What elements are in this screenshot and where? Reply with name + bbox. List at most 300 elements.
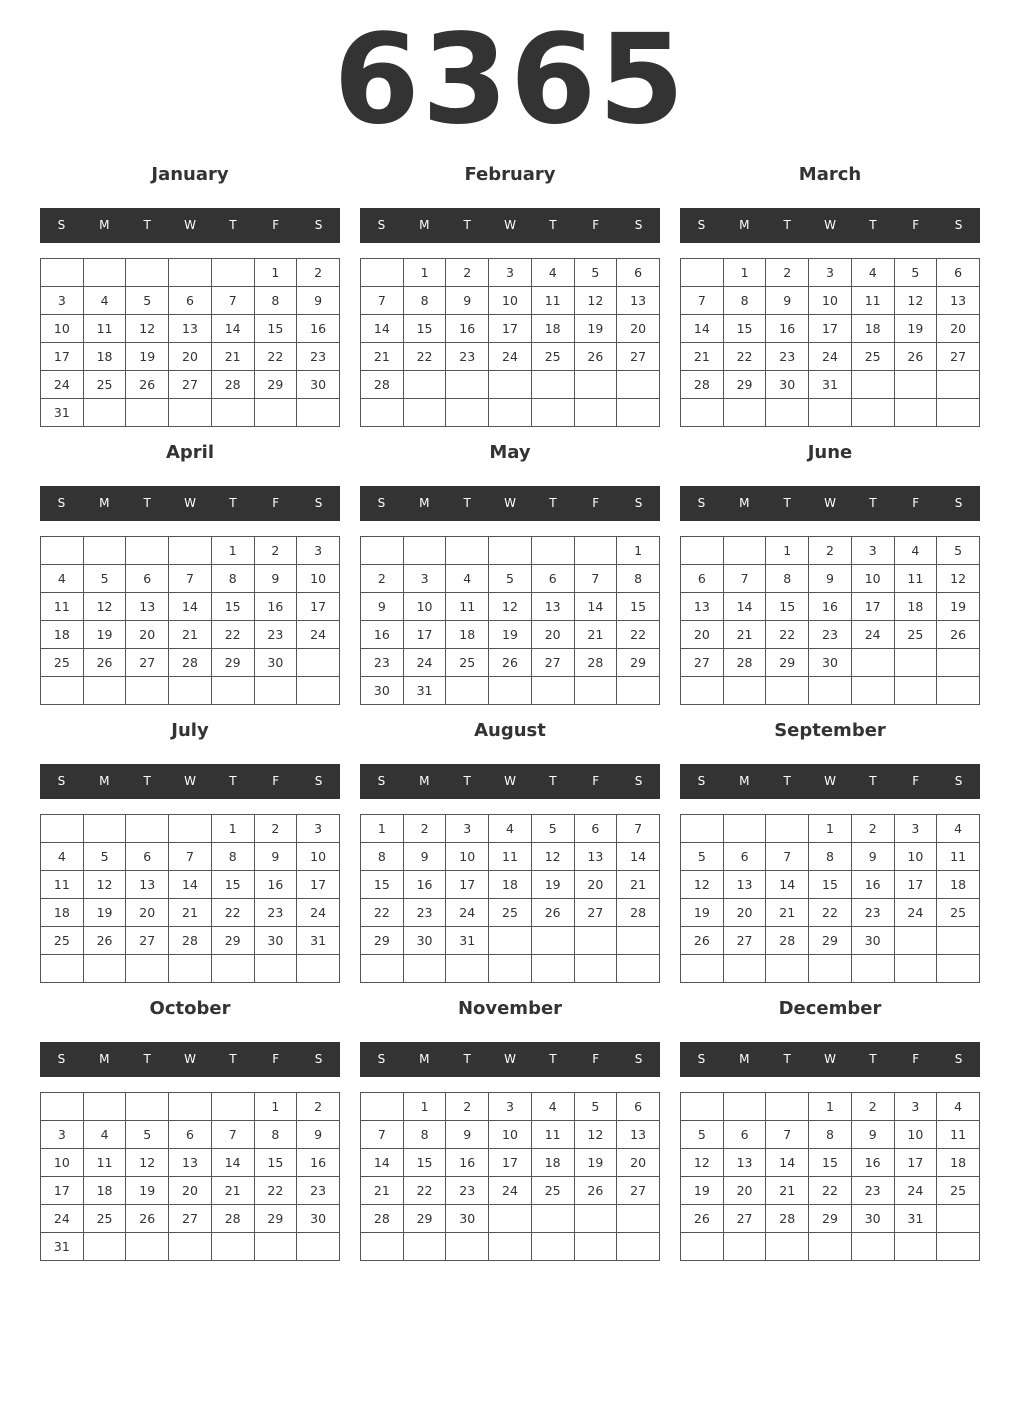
day-cell xyxy=(254,399,297,427)
week-row xyxy=(681,537,980,565)
weekday-label: T xyxy=(869,774,877,788)
week-row xyxy=(681,315,980,343)
weekday-label: T xyxy=(869,218,877,232)
day-cell: 18 xyxy=(851,315,894,343)
weekday-header xyxy=(360,486,660,521)
day-cell: 19 xyxy=(126,1177,169,1205)
day-cell: 21 xyxy=(766,899,809,927)
month-name: November xyxy=(457,998,563,1019)
day-cell: 4 xyxy=(531,259,574,287)
day-cell xyxy=(894,649,937,677)
week-row xyxy=(41,815,340,843)
day-cell xyxy=(723,399,766,427)
weekday-label: T xyxy=(143,1052,151,1066)
week-row xyxy=(681,1205,980,1233)
day-cell xyxy=(169,1233,212,1261)
day-cell xyxy=(169,677,212,705)
week-row xyxy=(41,955,340,983)
day-cell: 3 xyxy=(489,1093,532,1121)
day-cell xyxy=(83,537,126,565)
day-cell: 27 xyxy=(681,649,724,677)
day-cell: 12 xyxy=(126,315,169,343)
week-row xyxy=(361,1093,660,1121)
week-row xyxy=(41,537,340,565)
day-cell: 16 xyxy=(297,1149,340,1177)
day-cell: 15 xyxy=(254,315,297,343)
day-cell xyxy=(574,1233,617,1261)
day-cell: 11 xyxy=(83,1149,126,1177)
weekday-label: F xyxy=(592,1052,600,1066)
day-cell: 2 xyxy=(851,1093,894,1121)
week-row xyxy=(681,565,980,593)
weekday-label: T xyxy=(229,496,237,510)
month-name: August xyxy=(474,720,546,741)
day-cell: 24 xyxy=(489,1177,532,1205)
day-cell xyxy=(574,955,617,983)
weekday-label: F xyxy=(272,1052,280,1066)
day-cell xyxy=(41,537,84,565)
week-row xyxy=(681,343,980,371)
weekday-label: S xyxy=(57,1052,66,1066)
day-cell xyxy=(681,955,724,983)
week-row xyxy=(41,677,340,705)
day-cell: 7 xyxy=(574,565,617,593)
day-cell: 3 xyxy=(894,815,937,843)
day-cell: 10 xyxy=(809,287,852,315)
week-row xyxy=(681,843,980,871)
day-grid xyxy=(360,814,660,983)
day-cell: 4 xyxy=(894,537,937,565)
day-cell: 16 xyxy=(809,593,852,621)
weekday-label: S xyxy=(377,218,386,232)
day-cell: 22 xyxy=(211,899,254,927)
day-cell: 1 xyxy=(254,259,297,287)
weekday-label: W xyxy=(184,496,196,510)
day-cell: 17 xyxy=(446,871,489,899)
week-row xyxy=(681,955,980,983)
day-cell: 26 xyxy=(574,1177,617,1205)
day-cell: 5 xyxy=(681,843,724,871)
weekday-label: M xyxy=(99,1052,110,1066)
day-cell: 12 xyxy=(937,565,980,593)
week-row xyxy=(41,1233,340,1261)
day-cell: 17 xyxy=(41,1177,84,1205)
day-cell: 14 xyxy=(211,1149,254,1177)
month-name: October xyxy=(149,998,231,1019)
day-cell xyxy=(126,399,169,427)
day-cell xyxy=(126,815,169,843)
day-cell xyxy=(83,955,126,983)
day-cell: 17 xyxy=(297,593,340,621)
day-cell: 4 xyxy=(41,565,84,593)
week-row xyxy=(361,899,660,927)
day-cell: 17 xyxy=(403,621,446,649)
day-cell xyxy=(937,1233,980,1261)
day-cell: 25 xyxy=(83,1205,126,1233)
day-cell: 7 xyxy=(766,843,809,871)
day-cell: 13 xyxy=(937,287,980,315)
day-cell xyxy=(766,677,809,705)
day-cell: 19 xyxy=(894,315,937,343)
day-cell xyxy=(446,371,489,399)
day-cell xyxy=(254,1233,297,1261)
day-grid xyxy=(40,814,340,983)
day-cell xyxy=(851,955,894,983)
day-cell: 13 xyxy=(723,1149,766,1177)
weekday-label: T xyxy=(463,218,471,232)
day-cell: 19 xyxy=(937,593,980,621)
day-cell xyxy=(574,677,617,705)
day-cell: 15 xyxy=(403,1149,446,1177)
day-cell: 28 xyxy=(766,1205,809,1233)
day-cell: 5 xyxy=(126,287,169,315)
day-cell xyxy=(126,259,169,287)
weekday-header xyxy=(360,1042,660,1077)
day-cell: 8 xyxy=(403,1121,446,1149)
weekday-label: S xyxy=(954,774,963,788)
day-cell: 8 xyxy=(617,565,660,593)
month-name: February xyxy=(464,164,556,185)
day-cell: 24 xyxy=(41,371,84,399)
day-cell: 19 xyxy=(83,899,126,927)
day-cell xyxy=(126,677,169,705)
day-cell xyxy=(723,677,766,705)
day-cell: 14 xyxy=(169,871,212,899)
week-row xyxy=(681,677,980,705)
day-cell xyxy=(681,399,724,427)
day-cell xyxy=(809,955,852,983)
day-cell xyxy=(851,649,894,677)
day-cell xyxy=(489,399,532,427)
day-grid xyxy=(680,1092,980,1261)
day-cell xyxy=(723,1233,766,1261)
day-cell xyxy=(681,815,724,843)
weekday-label: W xyxy=(504,1052,516,1066)
weekday-header xyxy=(680,208,980,243)
day-cell: 5 xyxy=(574,1093,617,1121)
day-cell xyxy=(531,399,574,427)
week-row xyxy=(361,871,660,899)
day-cell xyxy=(41,259,84,287)
day-cell: 9 xyxy=(446,1121,489,1149)
day-cell: 25 xyxy=(937,899,980,927)
day-cell: 21 xyxy=(169,899,212,927)
day-grid xyxy=(40,536,340,705)
day-cell: 27 xyxy=(531,649,574,677)
week-row xyxy=(41,1121,340,1149)
day-cell: 26 xyxy=(681,927,724,955)
day-cell: 28 xyxy=(723,649,766,677)
day-cell xyxy=(766,955,809,983)
day-cell: 5 xyxy=(83,843,126,871)
weekday-label: T xyxy=(783,1052,791,1066)
day-cell: 11 xyxy=(531,287,574,315)
day-cell: 26 xyxy=(574,343,617,371)
day-cell: 25 xyxy=(41,927,84,955)
day-cell: 11 xyxy=(894,565,937,593)
day-cell xyxy=(83,1093,126,1121)
day-cell: 13 xyxy=(126,871,169,899)
weekday-label: S xyxy=(697,1052,706,1066)
weekday-label: M xyxy=(99,496,110,510)
day-cell: 13 xyxy=(531,593,574,621)
day-cell xyxy=(83,399,126,427)
day-cell: 17 xyxy=(894,1149,937,1177)
weekday-label: S xyxy=(634,218,643,232)
day-cell: 23 xyxy=(446,1177,489,1205)
weekday-label: M xyxy=(419,496,430,510)
day-cell: 16 xyxy=(254,593,297,621)
day-cell: 25 xyxy=(41,649,84,677)
week-row xyxy=(361,649,660,677)
weekday-label: T xyxy=(869,496,877,510)
day-cell: 5 xyxy=(937,537,980,565)
weekday-label: W xyxy=(824,218,836,232)
day-cell: 4 xyxy=(489,815,532,843)
day-cell xyxy=(403,371,446,399)
day-cell: 1 xyxy=(403,1093,446,1121)
day-cell: 16 xyxy=(851,871,894,899)
day-cell xyxy=(894,927,937,955)
week-row xyxy=(361,315,660,343)
day-cell: 10 xyxy=(894,843,937,871)
day-cell: 29 xyxy=(403,1205,446,1233)
day-cell: 3 xyxy=(41,287,84,315)
day-cell: 20 xyxy=(169,343,212,371)
day-cell: 21 xyxy=(574,621,617,649)
day-cell: 1 xyxy=(211,537,254,565)
day-cell xyxy=(297,649,340,677)
day-cell: 7 xyxy=(617,815,660,843)
day-cell: 7 xyxy=(169,565,212,593)
day-cell: 7 xyxy=(169,843,212,871)
day-cell xyxy=(489,927,532,955)
day-cell: 21 xyxy=(766,1177,809,1205)
day-cell: 22 xyxy=(361,899,404,927)
day-cell: 23 xyxy=(809,621,852,649)
day-cell: 8 xyxy=(361,843,404,871)
day-cell: 23 xyxy=(254,621,297,649)
day-cell: 7 xyxy=(211,287,254,315)
day-cell xyxy=(574,537,617,565)
day-cell: 13 xyxy=(574,843,617,871)
day-cell: 25 xyxy=(489,899,532,927)
day-cell: 8 xyxy=(254,1121,297,1149)
day-cell: 11 xyxy=(41,593,84,621)
day-cell: 31 xyxy=(446,927,489,955)
day-cell xyxy=(617,955,660,983)
day-cell: 26 xyxy=(894,343,937,371)
weekday-label: S xyxy=(954,218,963,232)
weekday-label: T xyxy=(869,1052,877,1066)
day-cell: 24 xyxy=(809,343,852,371)
day-cell xyxy=(211,1233,254,1261)
month-name: March xyxy=(798,164,862,185)
day-cell xyxy=(489,955,532,983)
day-cell: 4 xyxy=(937,1093,980,1121)
day-cell xyxy=(531,371,574,399)
day-cell: 29 xyxy=(211,649,254,677)
week-row xyxy=(681,927,980,955)
day-cell xyxy=(83,677,126,705)
day-cell: 15 xyxy=(361,871,404,899)
day-cell: 8 xyxy=(211,565,254,593)
day-cell xyxy=(937,371,980,399)
day-cell: 30 xyxy=(297,371,340,399)
weekday-label: F xyxy=(912,1052,920,1066)
day-cell: 10 xyxy=(489,1121,532,1149)
day-cell: 20 xyxy=(681,621,724,649)
day-cell: 9 xyxy=(297,1121,340,1149)
day-cell: 30 xyxy=(361,677,404,705)
day-cell: 18 xyxy=(894,593,937,621)
day-cell xyxy=(297,677,340,705)
week-row xyxy=(681,899,980,927)
day-cell: 17 xyxy=(297,871,340,899)
day-cell xyxy=(894,371,937,399)
day-cell: 16 xyxy=(254,871,297,899)
day-cell: 4 xyxy=(851,259,894,287)
day-cell: 3 xyxy=(297,537,340,565)
day-cell: 16 xyxy=(403,871,446,899)
day-cell: 20 xyxy=(617,315,660,343)
day-cell xyxy=(211,259,254,287)
day-cell: 22 xyxy=(403,343,446,371)
day-cell: 28 xyxy=(574,649,617,677)
day-cell: 1 xyxy=(809,1093,852,1121)
day-cell: 6 xyxy=(169,287,212,315)
day-cell xyxy=(681,537,724,565)
day-cell: 19 xyxy=(681,899,724,927)
weekday-header xyxy=(680,764,980,799)
day-cell: 1 xyxy=(766,537,809,565)
day-cell: 24 xyxy=(446,899,489,927)
week-row xyxy=(361,259,660,287)
weekday-label: W xyxy=(504,496,516,510)
day-grid xyxy=(360,536,660,705)
day-cell xyxy=(894,677,937,705)
month-name: July xyxy=(171,720,209,741)
day-cell: 20 xyxy=(126,621,169,649)
day-cell: 13 xyxy=(617,1121,660,1149)
day-cell: 7 xyxy=(766,1121,809,1149)
day-cell: 10 xyxy=(489,287,532,315)
month-name: September xyxy=(774,720,886,741)
weekday-label: F xyxy=(592,218,600,232)
day-cell: 2 xyxy=(403,815,446,843)
day-cell: 21 xyxy=(361,343,404,371)
day-cell: 26 xyxy=(489,649,532,677)
day-cell: 8 xyxy=(809,843,852,871)
weekday-header xyxy=(680,1042,980,1077)
weekday-label: T xyxy=(549,218,557,232)
day-cell: 5 xyxy=(489,565,532,593)
weekday-header xyxy=(40,764,340,799)
day-cell xyxy=(489,371,532,399)
day-cell: 18 xyxy=(41,621,84,649)
weekday-header xyxy=(680,486,980,521)
day-cell xyxy=(361,537,404,565)
week-row xyxy=(41,649,340,677)
day-cell: 28 xyxy=(681,371,724,399)
day-cell: 29 xyxy=(809,1205,852,1233)
day-cell: 13 xyxy=(126,593,169,621)
day-cell: 18 xyxy=(446,621,489,649)
week-row xyxy=(41,927,340,955)
week-row xyxy=(41,343,340,371)
day-cell: 8 xyxy=(723,287,766,315)
week-row xyxy=(681,399,980,427)
day-cell: 19 xyxy=(126,343,169,371)
day-cell: 26 xyxy=(531,899,574,927)
day-cell: 12 xyxy=(574,1121,617,1149)
day-cell xyxy=(809,399,852,427)
day-cell: 20 xyxy=(126,899,169,927)
day-cell xyxy=(361,1233,404,1261)
day-cell: 14 xyxy=(766,871,809,899)
weekday-label: T xyxy=(783,496,791,510)
day-cell: 22 xyxy=(766,621,809,649)
week-row xyxy=(681,1121,980,1149)
day-cell: 14 xyxy=(723,593,766,621)
day-cell: 18 xyxy=(937,1149,980,1177)
day-cell xyxy=(894,399,937,427)
day-cell: 8 xyxy=(766,565,809,593)
day-cell: 6 xyxy=(169,1121,212,1149)
day-cell: 12 xyxy=(681,1149,724,1177)
day-cell: 23 xyxy=(766,343,809,371)
weekday-label: S xyxy=(57,496,66,510)
day-cell: 11 xyxy=(851,287,894,315)
day-cell: 15 xyxy=(809,1149,852,1177)
day-cell: 1 xyxy=(809,815,852,843)
day-cell: 3 xyxy=(297,815,340,843)
day-cell: 5 xyxy=(574,259,617,287)
day-cell xyxy=(766,1233,809,1261)
day-cell: 2 xyxy=(766,259,809,287)
weekday-label: M xyxy=(99,774,110,788)
weekday-label: S xyxy=(57,774,66,788)
day-cell: 9 xyxy=(254,565,297,593)
day-cell: 19 xyxy=(681,1177,724,1205)
weekday-label: M xyxy=(419,218,430,232)
day-cell xyxy=(254,677,297,705)
day-cell: 4 xyxy=(83,1121,126,1149)
day-cell xyxy=(403,1233,446,1261)
day-cell: 3 xyxy=(41,1121,84,1149)
weekday-label: S xyxy=(314,1052,323,1066)
day-cell: 16 xyxy=(446,1149,489,1177)
day-cell: 31 xyxy=(894,1205,937,1233)
day-cell xyxy=(446,399,489,427)
day-cell: 12 xyxy=(489,593,532,621)
weekday-label: W xyxy=(504,218,516,232)
day-cell xyxy=(83,815,126,843)
weekday-label: T xyxy=(549,1052,557,1066)
week-row xyxy=(681,1177,980,1205)
day-cell xyxy=(681,259,724,287)
year-title: 6365 xyxy=(333,8,687,152)
day-cell xyxy=(851,1233,894,1261)
day-cell xyxy=(617,371,660,399)
day-cell xyxy=(809,1233,852,1261)
weekday-label: W xyxy=(824,496,836,510)
day-cell: 7 xyxy=(681,287,724,315)
day-cell: 17 xyxy=(851,593,894,621)
day-cell: 10 xyxy=(297,565,340,593)
day-cell xyxy=(531,1233,574,1261)
day-cell xyxy=(169,399,212,427)
